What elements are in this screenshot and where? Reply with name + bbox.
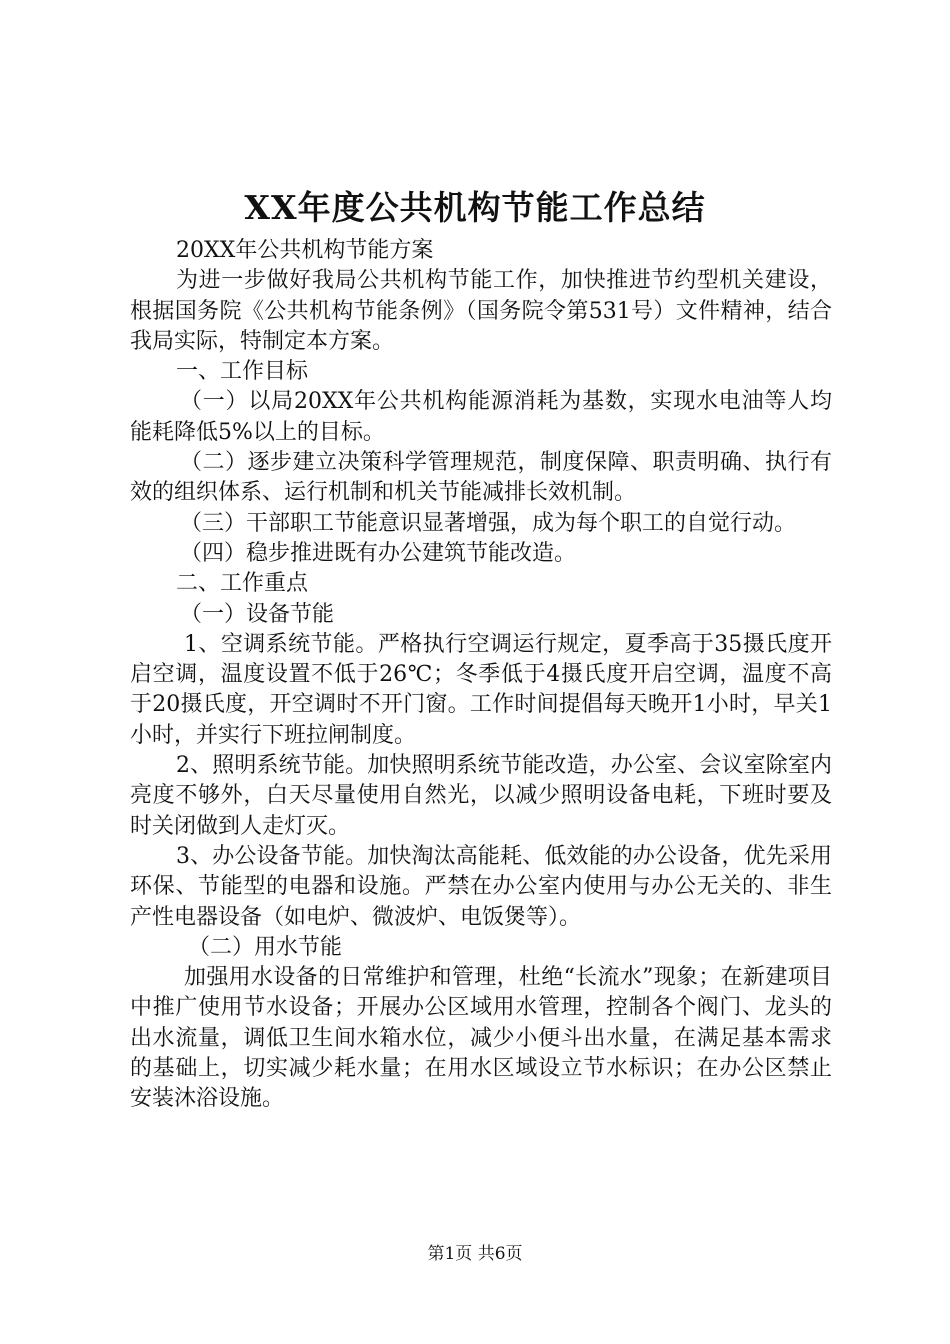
- intro-paragraph: 为进一步做好我局公共机构节能工作，加快推进节约型机关建设，根据国务院《公共机构节能条例》（国务院令第531号）文件精神，结合我局实际，特制定本方案。: [130, 268, 832, 354]
- goal-item-2: （二）逐步建立决策科学管理规范，制度保障、职责明确、执行有效的组织体系、运行机制和机关节能减排长效机制。: [130, 450, 832, 506]
- equipment-item-ac: 1、空调系统节能。严格执行空调运行规定，夏季高于35摄氏度开启空调，温度设置不低于26℃；冬季低于4摄氏度开启空调，温度不高于20摄氏度，开空调时不开门窗。工作时间提倡每天晚开1小时，早关1小时，并实行下班拉闸制度。: [130, 631, 832, 748]
- equipment-item-lighting: 2、照明系统节能。加快照明系统节能改造，办公室、会议室除室内亮度不够外，白天尽量使用自然光，以减少照明设备电耗，下班时要及时关闭做到人走灯灭。: [130, 753, 832, 839]
- goal-item-4: （四）稳步推进既有办公建筑节能改造。: [180, 540, 577, 566]
- equipment-item-office: 3、办公设备节能。加快淘汰高能耗、低效能的办公设备，优先采用环保、节能型的电器和设施。严禁在办公室内使用与办公无关的、非生产性电器设备（如电炉、微波炉、电饭煲等）。: [130, 843, 832, 930]
- subsection-heading-equipment: （一）设备节能: [180, 601, 335, 627]
- goal-item-3: （三）干部职工节能意识显著增强，成为每个职工的自觉行动。: [180, 510, 797, 536]
- page-number: 第1页 共6页: [427, 1244, 523, 1264]
- section-heading-goals: 一、工作目标: [176, 359, 309, 385]
- section-heading-focus: 二、工作重点: [176, 571, 309, 597]
- subsection-heading-water: （二）用水节能: [188, 934, 343, 960]
- document-body: [130, 236, 832, 1115]
- goal-item-1: （一）以局20XX年公共机构能源消耗为基数，实现水电油等人均能耗降低5%以上的目标。: [130, 389, 832, 445]
- water-paragraph: 加强用水设备的日常维护和管理，杜绝“长流水”现象；在新建项目中推广使用节水设备；开展办公区域用水管理，控制各个阀门、龙头的出水流量，调低卫生间水箱水位，减少小便斗出水量，在满足基本需求的基础上，切实减少耗水量；在用水区域设立节水标识；在办公区禁止安装沐浴设施。: [130, 965, 832, 1112]
- plan-subtitle: 20XX年公共机构节能方案: [176, 238, 434, 263]
- page-title: XX年度公共机构节能工作总结: [244, 188, 706, 227]
